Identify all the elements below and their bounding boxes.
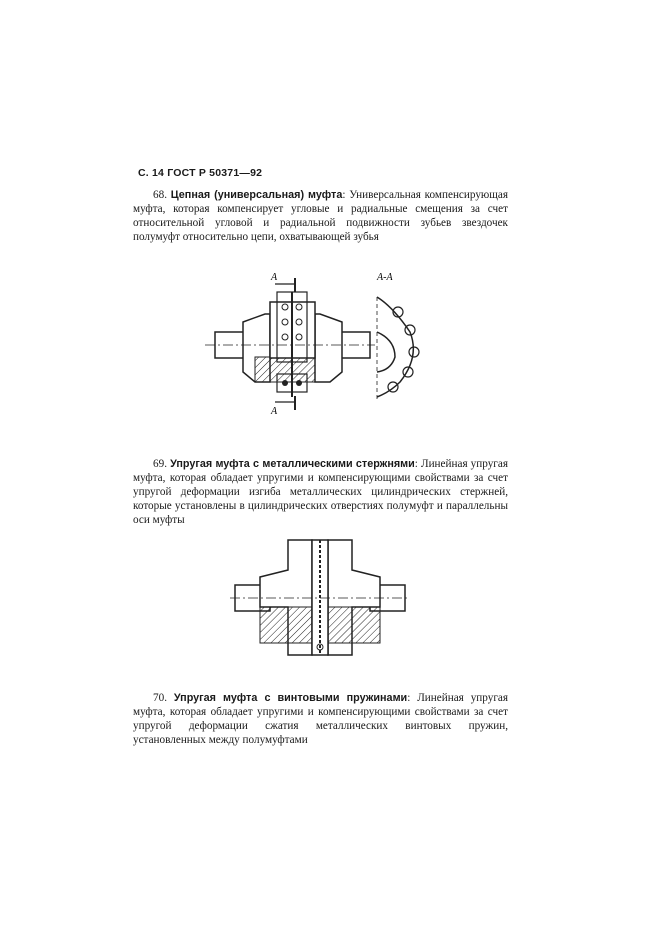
entry-69-term: Упругая муфта с металлическими стержнями: [170, 458, 415, 470]
entry-69-number: 69.: [153, 458, 167, 470]
entry-70: [133, 691, 508, 747]
entry-69: [133, 457, 508, 527]
entry-68-definition: Универсальная компенсирующая муфта, которая компенсирует угловые и радиальные смещения за счет относительной угловой и радиальной подвижности зубьев звездочек полумуфт относительно цепи, охватывающей зубья: [133, 189, 509, 243]
entry-69-definition: Линейная упругая муфта, которая обладает упругими и компенсирующими свойствами за счет упругой деформации изгиба металлических цилиндрических стержней, которые установлены в цилиндрических отверстиях полумуфт и параллельны оси муфты: [133, 458, 509, 526]
page-header: С. 14 ГОСТ Р 50371—92: [138, 167, 263, 179]
figure-chain-coupling: [205, 262, 455, 422]
entry-68-number: 68.: [153, 189, 167, 201]
entry-70-text: 70. Упругая муфта с винтовыми пружинами: Линейная упругая муфта, которая обладает упругими и компенсирующими свойствами за счет упругой деформации сжатия металлических винтовых пружин, установленных между полумуфтами: [133, 692, 509, 746]
arrow-label-bottom: А: [271, 406, 278, 417]
figure-metal-rods-coupling: [230, 535, 410, 665]
arrow-label-top: А: [271, 272, 278, 283]
entry-70-term: Упругая муфта с винтовыми пружинами: [173, 692, 408, 704]
entry-70-number: 70.: [153, 692, 167, 704]
section-label: А-А: [377, 272, 393, 283]
entry-68-text: 68. Цепная (универсальная) муфта: Универсальная компенсирующая муфта, которая компенсирует угловые и радиальные смещения за счет относительной угловой и радиальной подвижности зубьев звездочек полумуфт относительно цепи, охватывающей зубья: [133, 189, 509, 243]
entry-68: [133, 188, 508, 244]
entry-70-definition: Линейная упругая муфта, которая обладает упругими и компенсирующими свойствами за счет упругой деформации сжатия металлических винтовых пружин, установленных между полумуфтами: [133, 692, 509, 746]
entry-69-text: 69. Упругая муфта с металлическими стержнями: Линейная упругая муфта, которая обладает упругими и компенсирующими свойствами за счет упругой деформации изгиба металлических цилиндрических стержней, которые установлены в цилиндрических отверстиях полумуфт и параллельны оси муфты: [133, 458, 509, 526]
entry-68-term: Цепная (универсальная) муфта: [170, 189, 343, 201]
